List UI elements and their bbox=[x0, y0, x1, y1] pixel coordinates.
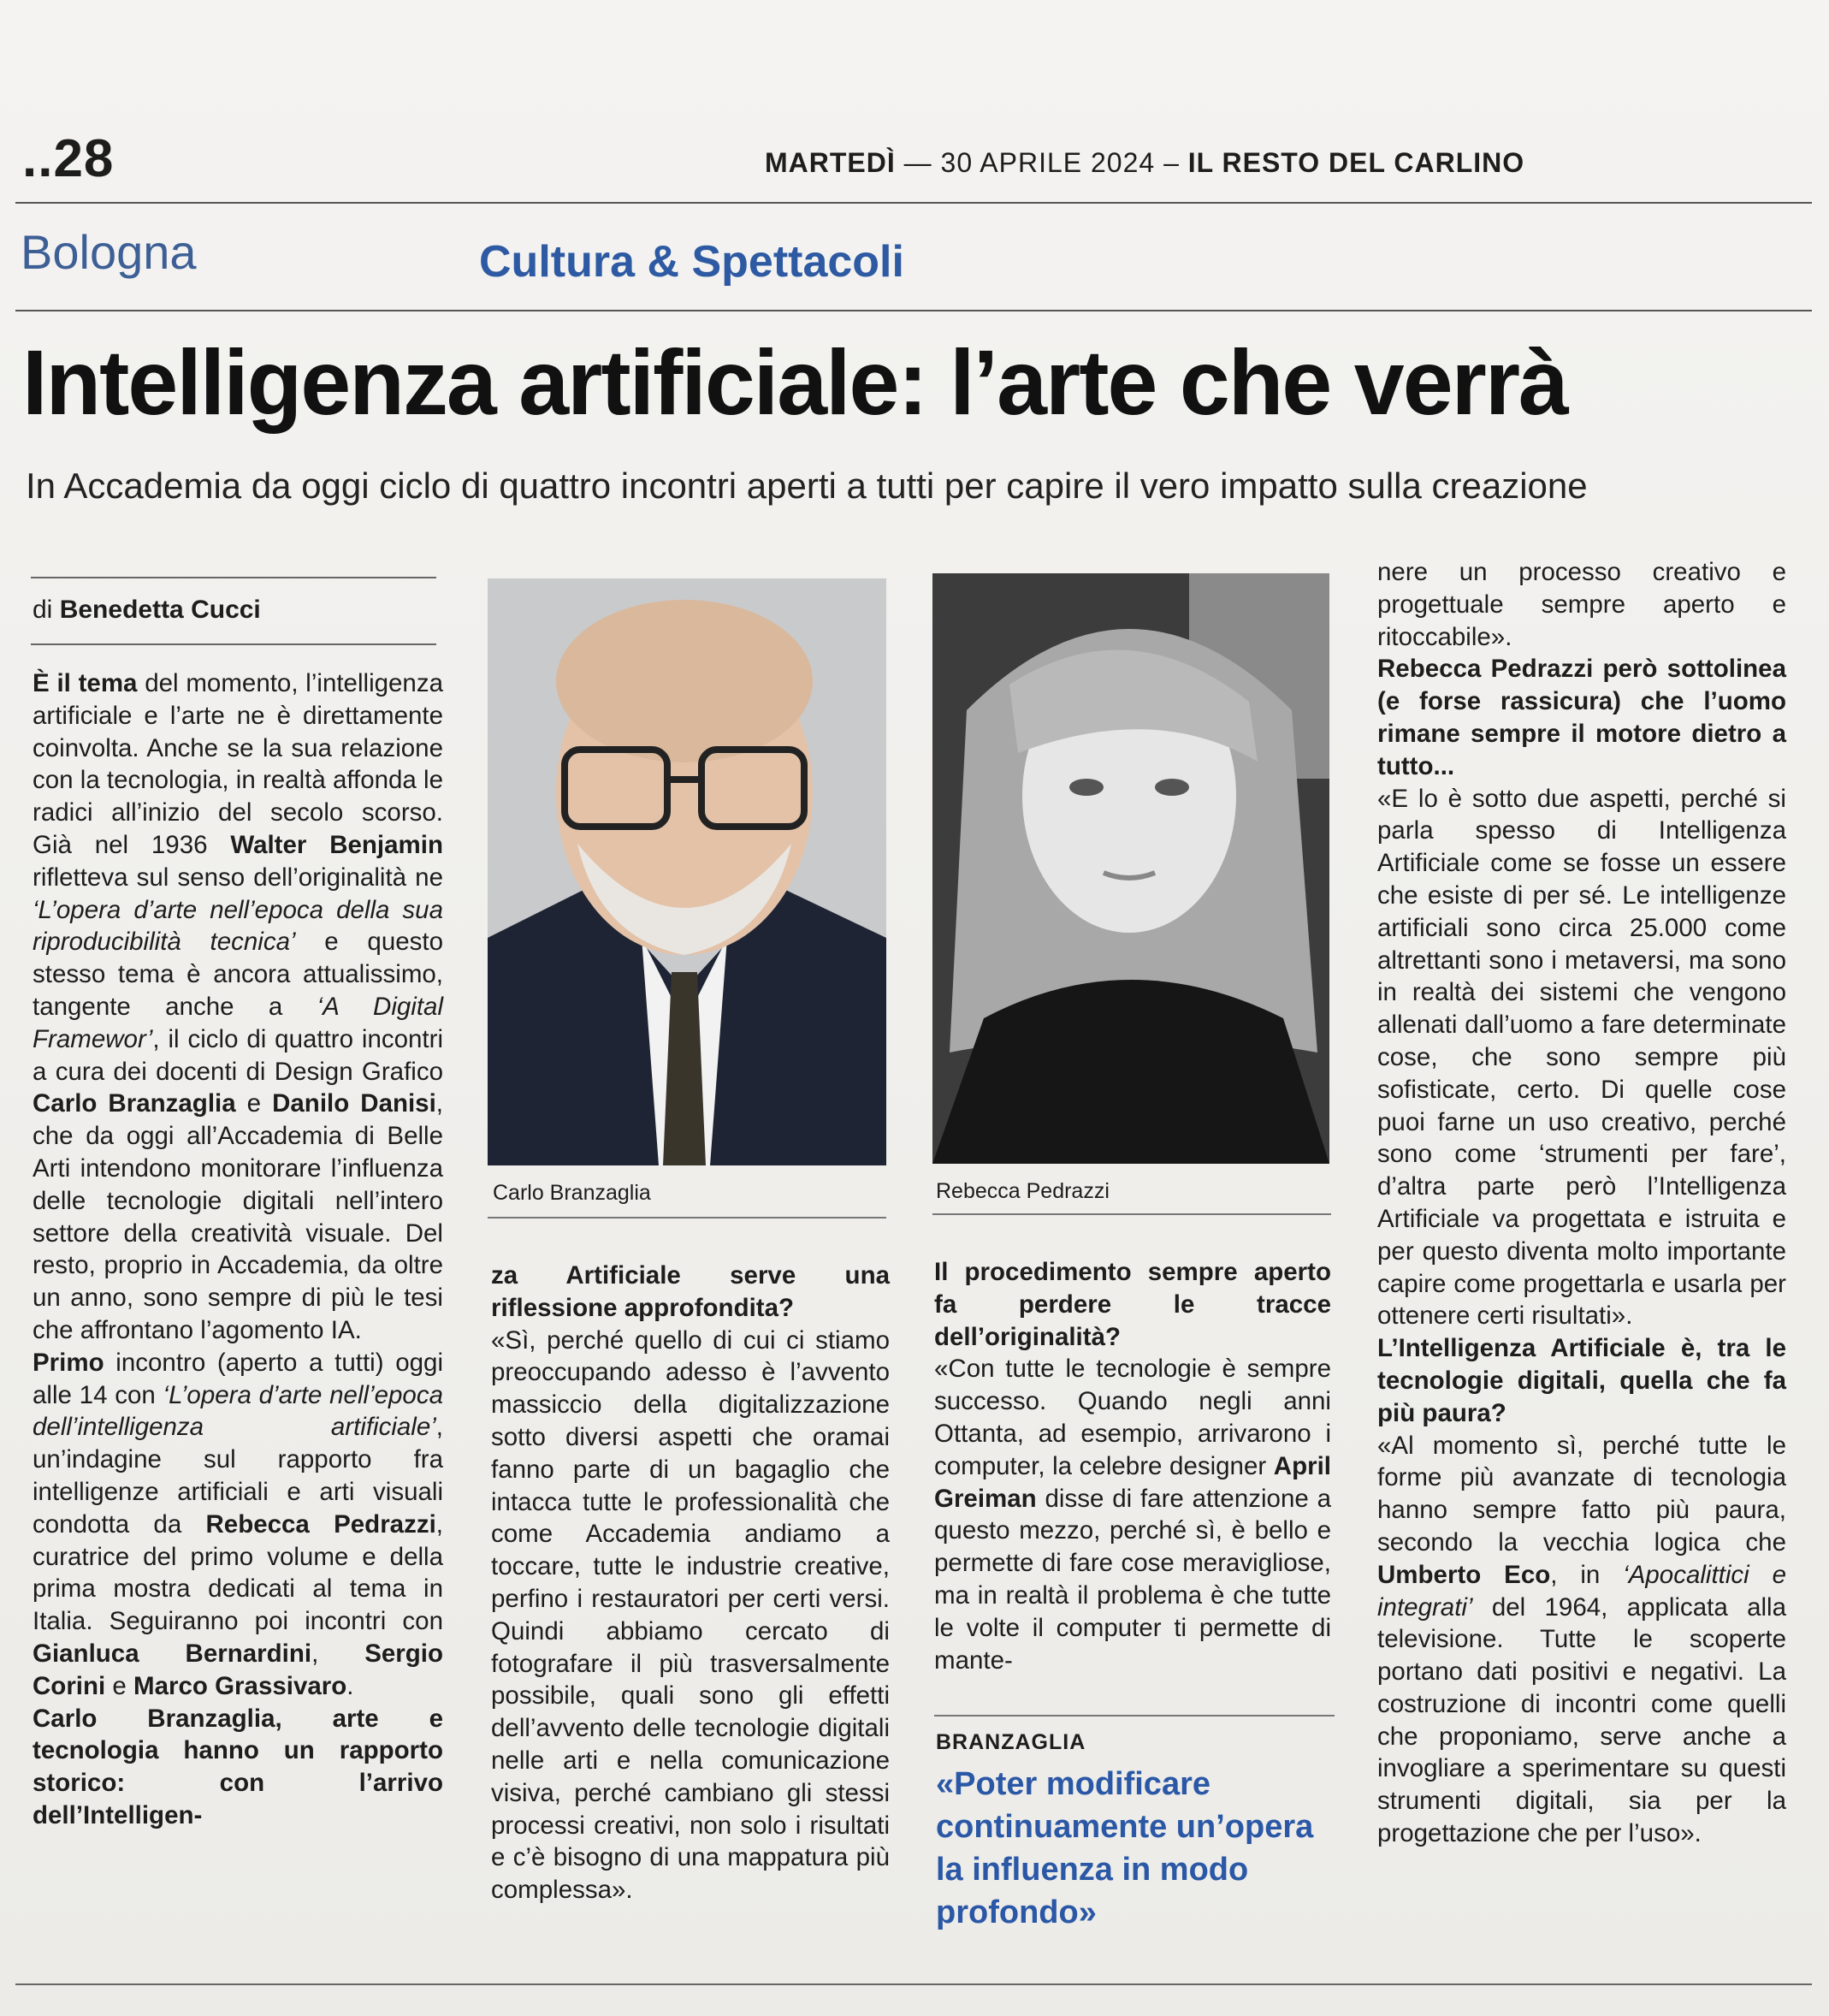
text: e bbox=[235, 1089, 273, 1118]
text: . bbox=[346, 1671, 354, 1700]
dateline bbox=[765, 147, 1524, 179]
article-column-3 bbox=[934, 1256, 1331, 1676]
paragraph bbox=[33, 1347, 443, 1703]
divider bbox=[934, 1715, 1335, 1717]
photo-caption: Rebecca Pedrazzi bbox=[936, 1179, 1110, 1203]
dateline-sep: – bbox=[1163, 147, 1188, 178]
divider bbox=[488, 1217, 886, 1218]
lead-in: Primo bbox=[33, 1348, 104, 1377]
portrait-photo-branzaglia bbox=[488, 578, 886, 1165]
lead-in: È il tema bbox=[33, 669, 138, 697]
person-name: Carlo Branzaglia bbox=[33, 1089, 236, 1118]
headline: Intelligenza artificiale: l’arte che verrà bbox=[22, 330, 1567, 434]
photo-caption: Carlo Branzaglia bbox=[493, 1181, 651, 1205]
person-name: Walter Benjamin bbox=[230, 830, 443, 859]
divider bbox=[31, 577, 436, 578]
paragraph bbox=[1377, 1430, 1786, 1850]
divider bbox=[31, 643, 436, 645]
interview-question: Il procedimento sempre aperto fa perdere le tracce dell’originalità? bbox=[934, 1258, 1331, 1351]
portrait-photo-pedrazzi bbox=[932, 573, 1329, 1164]
text: del momento, l’intelligenza artificiale e l’arte ne è direttamente coinvolta. Anche se la sua relazione con la tecnologia, in realtà affonda le radici all’inizio del secolo scorso. Già nel 1936 bbox=[33, 669, 443, 859]
section-title: Cultura & Spettacoli bbox=[479, 237, 904, 287]
article-column-1 bbox=[33, 667, 443, 1832]
paragraph bbox=[33, 667, 443, 1347]
article-column-4 bbox=[1377, 556, 1786, 1850]
text: , il ciclo di quattro incontri a cura dei docenti di Design Grafico bbox=[33, 1024, 443, 1086]
subheadline: In Accademia da oggi ciclo di quattro incontri aperti a tutti per capire il vero impatto sulla creazione bbox=[26, 465, 1588, 506]
portrait-photo-icon bbox=[932, 573, 1329, 1164]
dateline-day: MARTEDÌ bbox=[765, 147, 896, 178]
book-title: ‘Apocalittici e integrati’ bbox=[1377, 1560, 1786, 1622]
text: , curatrice del primo volume e della prima mostra dedicati al tema in Italia. Seguiranno poi incontri con bbox=[33, 1509, 443, 1636]
portrait-photo-icon bbox=[488, 578, 886, 1165]
book-title: ‘L’opera d’arte nell’epoca della sua riproducibilità tecnica’ bbox=[33, 895, 443, 957]
author-name: Benedetta Cucci bbox=[59, 596, 261, 624]
text: «Al momento sì, perché tutte le forme più avanzate di tecnologia hanno sempre fatto più paura, secondo la vecchia logica che bbox=[1377, 1431, 1786, 1556]
person-name: Danilo Danisi bbox=[272, 1089, 436, 1118]
person-name: Umberto Eco bbox=[1377, 1560, 1551, 1589]
interview-question: L’Intelligenza Artificiale è, tra le tecnologie digitali, quella che fa più paura? bbox=[1377, 1334, 1786, 1427]
text: e questo stesso tema è ancora attualissimo, tangente anche a bbox=[33, 928, 443, 1021]
divider bbox=[932, 1213, 1331, 1215]
text: , un’indagine sul rapporto fra intelligenze artificiali e arti visuali condotta da bbox=[33, 1413, 443, 1539]
divider bbox=[15, 1983, 1812, 1985]
text: «Con tutte le tecnologie è sempre successo. Quando negli anni Ottanta, ad esempio, arrivarono i computer, la celebre designer bbox=[934, 1355, 1331, 1480]
paragraph bbox=[934, 1353, 1331, 1676]
interview-question: Rebecca Pedrazzi però sottolinea (e forse rassicura) che l’uomo rimane sempre il motore dietro a tutto... bbox=[1377, 655, 1786, 780]
text: rifletteva sul senso dell’originalità ne bbox=[33, 863, 443, 892]
interview-question: za Artificiale serve una riflessione approfondita? bbox=[491, 1261, 890, 1322]
person-name: Marco Grassivaro bbox=[133, 1671, 347, 1700]
event-title: ‘A Digital Framewor’ bbox=[33, 992, 444, 1053]
interview-question: Carlo Branzaglia, arte e tecnologia hanno un rapporto storico: con l’arrivo dell’Intelligen- bbox=[33, 1704, 443, 1829]
text: , bbox=[311, 1639, 365, 1668]
person-name: Gianluca Bernardini bbox=[33, 1639, 312, 1668]
text: e bbox=[105, 1671, 134, 1700]
city-label: Bologna bbox=[21, 225, 197, 279]
text: , in bbox=[1550, 1560, 1624, 1589]
newspaper-name: IL RESTO DEL CARLINO bbox=[1187, 147, 1525, 178]
event-title: ‘L’opera d’arte nell’epoca dell’intelligenza artificiale’ bbox=[33, 1380, 443, 1442]
pullquote: «Poter modificare continuamente un’opera la influenza in modo profondo» bbox=[936, 1766, 1314, 1930]
divider bbox=[15, 310, 1812, 311]
person-name: April Greiman bbox=[934, 1451, 1331, 1513]
paragraph: «E lo è sotto due aspetti, perché si parla spesso di Intelligenza Artificiale come se fosse un essere che esiste di per sé. Le intelligenze artificiali sono circa 25.000 come altrettanti sono i metaversi, ma sono in realtà dei sistemi che vengono allenati dall’uomo a fare determinate cose, che sono sempre più sofisticate, certo. Di quelle cose puoi farne un uso creativo, perché sono come ‘strumenti per fare’, d’altra parte però l’Intelligenza Artificiale va progettata e istruita e per questo diventa molto importante capire come progettarla e usarla per ottenere certi risultati». bbox=[1377, 784, 1786, 1331]
person-name: Rebecca Pedrazzi bbox=[205, 1509, 436, 1539]
dateline-date: 30 APRILE 2024 bbox=[940, 147, 1156, 178]
text: , che da oggi all’Accademia di Belle Arti intendono monitorare l’influenza delle tecnologie digitali nell’intero settore della creatività visuale. Del resto, proprio in Accademia, da oltre un anno, sono sempre di più le tesi che affrontano l’agomento IA. bbox=[33, 1089, 443, 1344]
divider bbox=[15, 202, 1812, 204]
person-name: Sergio Corini bbox=[33, 1639, 443, 1700]
page-number: ..28 bbox=[22, 129, 115, 188]
dateline-sep: — bbox=[903, 147, 941, 178]
pullquote-speaker: BRANZAGLIA bbox=[936, 1730, 1086, 1754]
paragraph: nere un processo creativo e progettuale sempre aperto e ritoccabile». bbox=[1377, 558, 1786, 651]
text: disse di fare attenzione a questo mezzo, perché sì, è bello e permette di fare cose meravigliose, ma in realtà il problema è che tutte le volte il computer ti permette di mante- bbox=[934, 1484, 1331, 1675]
article-column-2 bbox=[491, 1260, 890, 1906]
byline bbox=[33, 596, 261, 625]
paragraph: «Sì, perché quello di cui ci stiamo preoccupando adesso è l’avvento massiccio della digitalizzazione sotto diversi aspetti che oramai fanno parte di un bagaglio che intacca tutte le professionalità che come Accademia andiamo a toccare, tutte le industrie creative, perfino i restauratori per certi versi. Quindi abbiamo cercato di fotografare il più trasversalmente possibile, quali sono gli effetti dell’avvento delle tecnologie digitali nelle arti e nella comunicazione visiva, perché cambiano gli stessi processi creativi, non solo i risultati e c’è bisogno di una mappatura più complessa». bbox=[491, 1325, 890, 1905]
byline-prefix: di bbox=[33, 596, 53, 624]
text: incontro (aperto a tutti) oggi alle 14 con bbox=[33, 1348, 443, 1409]
text: del 1964, applicata alla televisione. Tutte le scoperte portano dati positivi e negativi. La costruzione di incontri come quelli che proponiamo, serve anche a invogliare a sperimentare su questi strumenti digitali, sia per la progettazione che per l’uso». bbox=[1377, 1592, 1786, 1848]
